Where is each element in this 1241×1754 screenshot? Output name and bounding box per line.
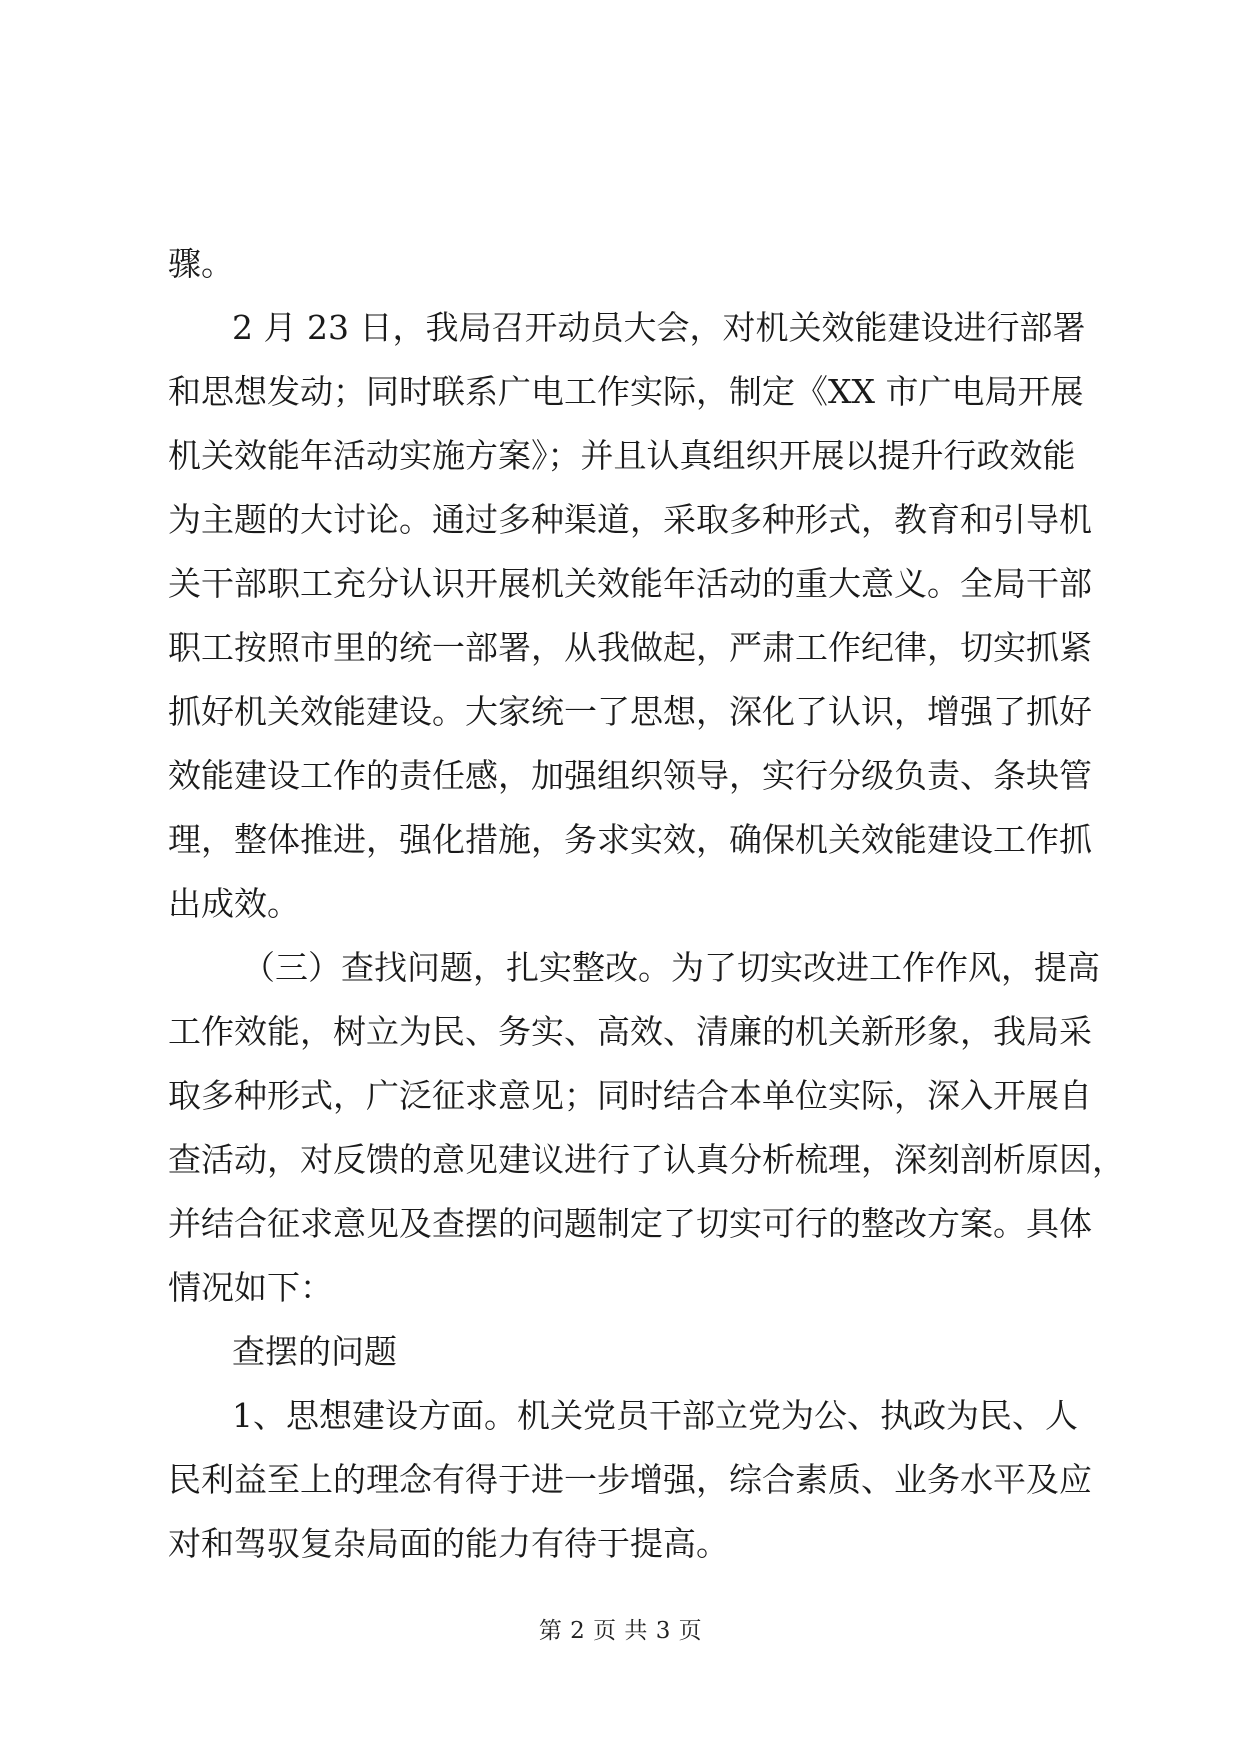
text-line: 民利益至上的理念有得于进一步增强，综合素质、业务水平及应 bbox=[168, 1460, 1092, 1499]
text-line: 理，整体推进，强化措施，务求实效，确保机关效能建设工作抓 bbox=[168, 820, 1092, 859]
text-line: 骤。 bbox=[168, 244, 234, 283]
text-line: 情况如下： bbox=[168, 1268, 333, 1307]
paragraph-ideological-building bbox=[168, 1384, 1092, 1576]
text-line: 机关效能年活动实施方案》；并且认真组织开展以提升行政效能 bbox=[168, 436, 1076, 475]
text-line: 查活动，对反馈的意见建议进行了认真分析梳理，深刻剖析原因， bbox=[168, 1140, 1125, 1179]
page-number-footer: 第 2 页 共 3 页 bbox=[538, 1618, 703, 1644]
text-line: 效能建设工作的责任感，加强组织领导，实行分级负责、条块管 bbox=[168, 756, 1092, 795]
text-line: （三）查找问题，扎实整改。为了切实改进工作作风，提高 bbox=[242, 948, 1100, 987]
text-line: 出成效。 bbox=[168, 884, 300, 923]
text-line: 抓好机关效能建设。大家统一了思想，深化了认识，增强了抓好 bbox=[168, 692, 1092, 731]
document-body bbox=[168, 232, 1125, 1576]
text-line: 为主题的大讨论。通过多种渠道，采取多种形式，教育和引导机 bbox=[168, 500, 1092, 539]
text-line: 取多种形式，广泛征求意见；同时结合本单位实际，深入开展自 bbox=[168, 1076, 1092, 1115]
section-heading-problems bbox=[168, 1320, 1073, 1384]
text-line: 职工按照市里的统一部署，从我做起，严肃工作纪律，切实抓紧 bbox=[168, 628, 1092, 667]
text-line: 和思想发动；同时联系广电工作实际，制定《XX 市广电局开展 bbox=[168, 372, 1084, 411]
text-line: 并结合征求意见及查摆的问题制定了切实可行的整改方案。具体 bbox=[168, 1204, 1092, 1243]
text-line: 1、思想建设方面。机关党员干部立党为公、执政为民、人 bbox=[232, 1396, 1078, 1435]
text-line: 查摆的问题 bbox=[232, 1332, 397, 1371]
text-line: 对和驾驭复杂局面的能力有待于提高。 bbox=[168, 1524, 729, 1563]
paragraph-find-problems bbox=[168, 936, 1125, 1320]
text-line: 工作效能，树立为民、务实、高效、清廉的机关新形象，我局采 bbox=[168, 1012, 1092, 1051]
text-line: 2 月 23 日，我局召开动员大会，对机关效能建设进行部署 bbox=[232, 308, 1086, 347]
paragraph-mobilization-meeting bbox=[168, 296, 1092, 936]
paragraph-continuation bbox=[168, 232, 1073, 296]
text-line: 关干部职工充分认识开展机关效能年活动的重大意义。全局干部 bbox=[168, 564, 1092, 603]
